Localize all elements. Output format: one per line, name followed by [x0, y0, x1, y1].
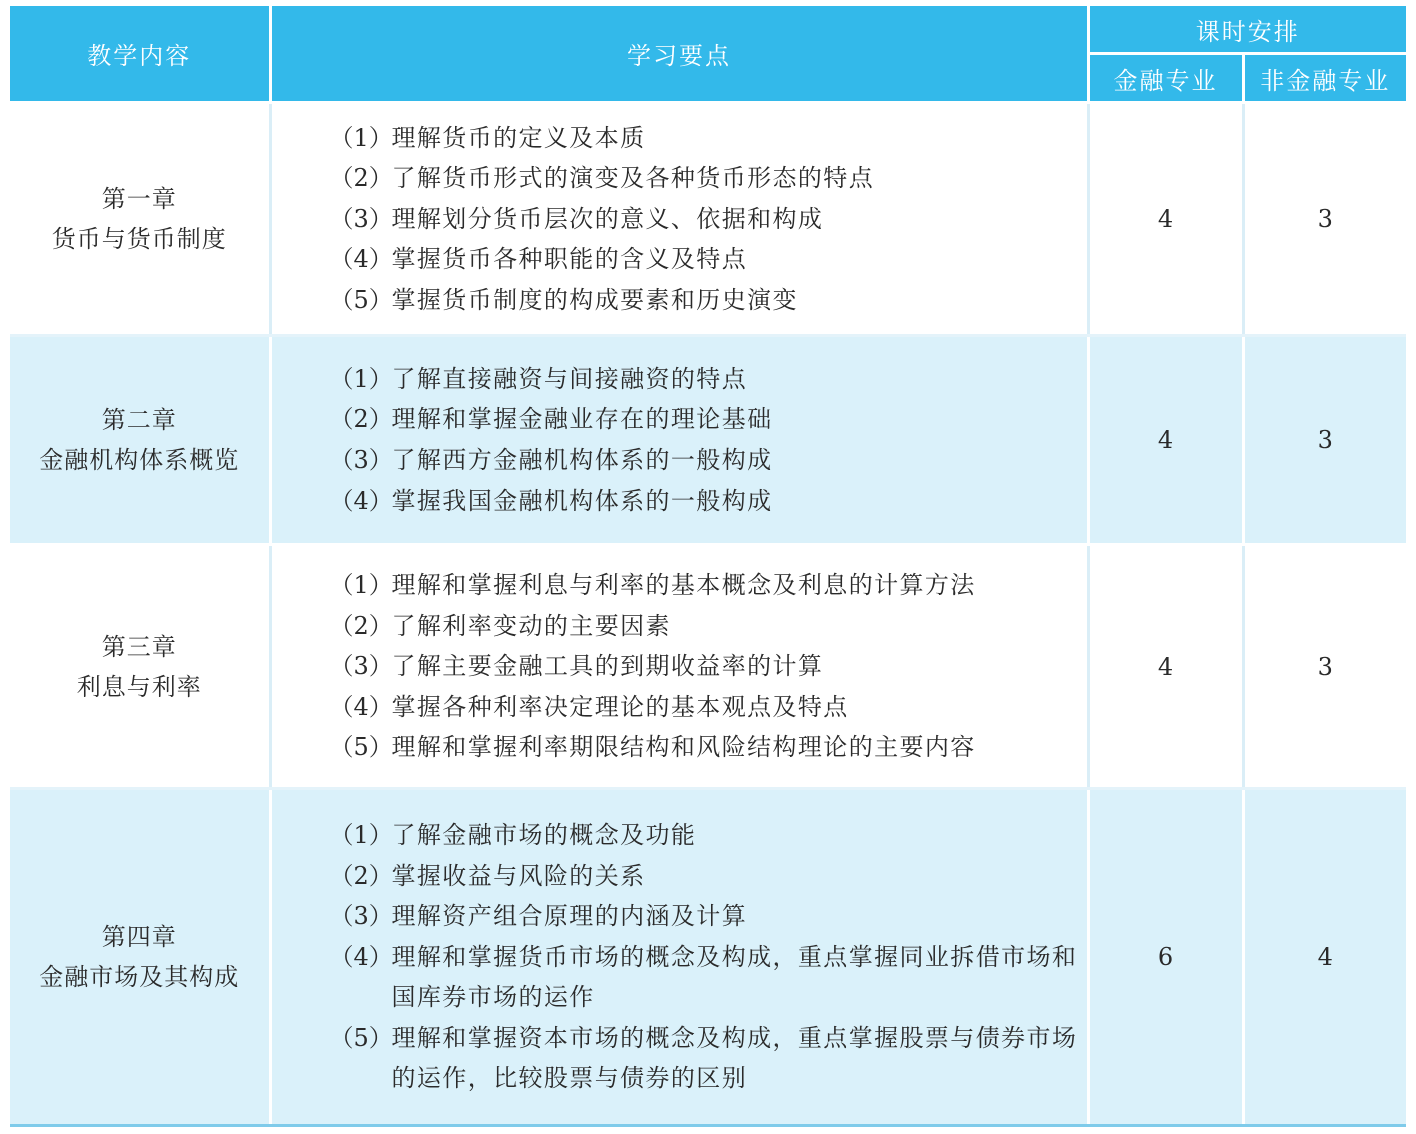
point-number: （5） [329, 1023, 393, 1052]
point-number: （1） [329, 123, 393, 152]
table-row [10, 545, 1406, 789]
points-cell [270, 103, 1088, 336]
point-item [330, 815, 1079, 856]
point-item [330, 199, 1079, 240]
point-item [330, 280, 1079, 321]
point-number: （4） [329, 692, 393, 721]
non-finance-hours: 4 [1243, 789, 1406, 1126]
point-item [330, 359, 1079, 400]
chapter-title: 利息与利率 [76, 672, 202, 701]
points-cell [270, 789, 1088, 1126]
point-text: 掌握货币各种职能的含义及特点 [391, 245, 748, 274]
point-number: （4） [329, 486, 393, 515]
point-number: （2） [329, 861, 393, 890]
point-number: （4） [329, 245, 393, 274]
point-item [330, 687, 1079, 728]
point-item [330, 856, 1079, 897]
header-non-finance-major: 非金融专业 [1243, 54, 1406, 103]
point-text: 理解划分货币层次的意义、依据和构成 [391, 204, 824, 233]
point-item [330, 565, 1079, 606]
point-item [330, 896, 1079, 937]
point-text: 掌握货币制度的构成要素和历史演变 [391, 285, 798, 314]
chapter-cell [10, 789, 270, 1126]
point-text: 理解和掌握货币市场的概念及构成，重点掌握同业拆借市场和国库券市场的运作 [391, 942, 1078, 1012]
point-number: （2） [329, 164, 393, 193]
header-teaching-content: 教学内容 [10, 6, 270, 103]
point-item [330, 118, 1079, 159]
point-text: 了解金融市场的概念及功能 [391, 820, 697, 849]
non-finance-hours: 3 [1243, 336, 1406, 545]
point-text: 了解主要金融工具的到期收益率的计算 [391, 652, 824, 681]
point-item [330, 481, 1079, 522]
chapter-cell [10, 103, 270, 336]
non-finance-hours: 3 [1243, 103, 1406, 336]
point-number: （2） [329, 405, 393, 434]
point-item [330, 646, 1079, 687]
chapter-number: 第二章 [101, 406, 177, 434]
point-number: （3） [329, 902, 393, 931]
curriculum-table [10, 6, 1406, 1127]
point-text: 掌握各种利率决定理论的基本观点及特点 [391, 692, 849, 721]
point-text: 了解西方金融机构体系的一般构成 [391, 446, 773, 474]
point-text: 理解和掌握利率期限结构和风险结构理论的主要内容 [391, 733, 976, 762]
finance-hours: 4 [1088, 545, 1243, 789]
chapter-cell [10, 336, 270, 545]
point-number: （1） [329, 820, 393, 849]
point-number: （1） [329, 364, 393, 393]
point-text: 了解利率变动的主要因素 [391, 611, 671, 640]
point-item [330, 158, 1079, 199]
point-text: 理解和掌握金融业存在的理论基础 [391, 405, 773, 434]
point-number: （5） [329, 285, 393, 314]
point-number: （3） [329, 652, 393, 681]
table-row [10, 336, 1406, 545]
point-number: （3） [329, 446, 393, 474]
table-bottom-rule [10, 1124, 1406, 1127]
point-item [330, 239, 1079, 280]
chapter-title: 货币与货币制度 [51, 225, 227, 253]
chapter-number: 第四章 [101, 923, 177, 951]
table-row [10, 789, 1406, 1126]
point-text: 了解货币形式的演变及各种货币形态的特点 [391, 164, 875, 193]
point-text: 了解直接融资与间接融资的特点 [391, 364, 748, 393]
chapter-number: 第一章 [101, 185, 177, 213]
non-finance-hours: 3 [1243, 545, 1406, 789]
header-hours: 课时安排 [1088, 6, 1406, 54]
chapter-cell [10, 545, 270, 789]
point-item [330, 1018, 1079, 1099]
finance-hours: 4 [1088, 103, 1243, 336]
header-finance-major: 金融专业 [1088, 54, 1243, 103]
point-text: 理解和掌握资本市场的概念及构成，重点掌握股票与债券市场的运作，比较股票与债券的区别 [391, 1023, 1078, 1093]
chapter-title: 金融机构体系概览 [39, 446, 240, 474]
point-text: 理解和掌握利息与利率的基本概念及利息的计算方法 [391, 571, 976, 600]
point-text: 掌握收益与风险的关系 [391, 861, 646, 890]
point-number: （1） [329, 571, 393, 600]
finance-hours: 6 [1088, 789, 1243, 1126]
point-item [330, 727, 1079, 768]
point-text: 理解资产组合原理的内涵及计算 [391, 902, 748, 931]
point-number: （3） [329, 204, 393, 233]
curriculum-table-wrapper [10, 6, 1406, 1127]
table-row [10, 103, 1406, 336]
point-number: （2） [329, 611, 393, 640]
point-item [330, 606, 1079, 647]
point-item [330, 440, 1079, 481]
point-text: 掌握我国金融机构体系的一般构成 [391, 486, 773, 515]
chapter-title: 金融市场及其构成 [39, 963, 240, 991]
chapter-number: 第三章 [101, 632, 177, 661]
header-row [10, 6, 1406, 54]
points-cell [270, 545, 1088, 789]
point-item [330, 399, 1079, 440]
points-cell [270, 336, 1088, 545]
point-item [330, 937, 1079, 1018]
point-text: 理解货币的定义及本质 [391, 123, 646, 152]
point-number: （4） [329, 942, 393, 971]
header-learning-points: 学习要点 [270, 6, 1088, 103]
finance-hours: 4 [1088, 336, 1243, 545]
point-number: （5） [329, 733, 393, 762]
